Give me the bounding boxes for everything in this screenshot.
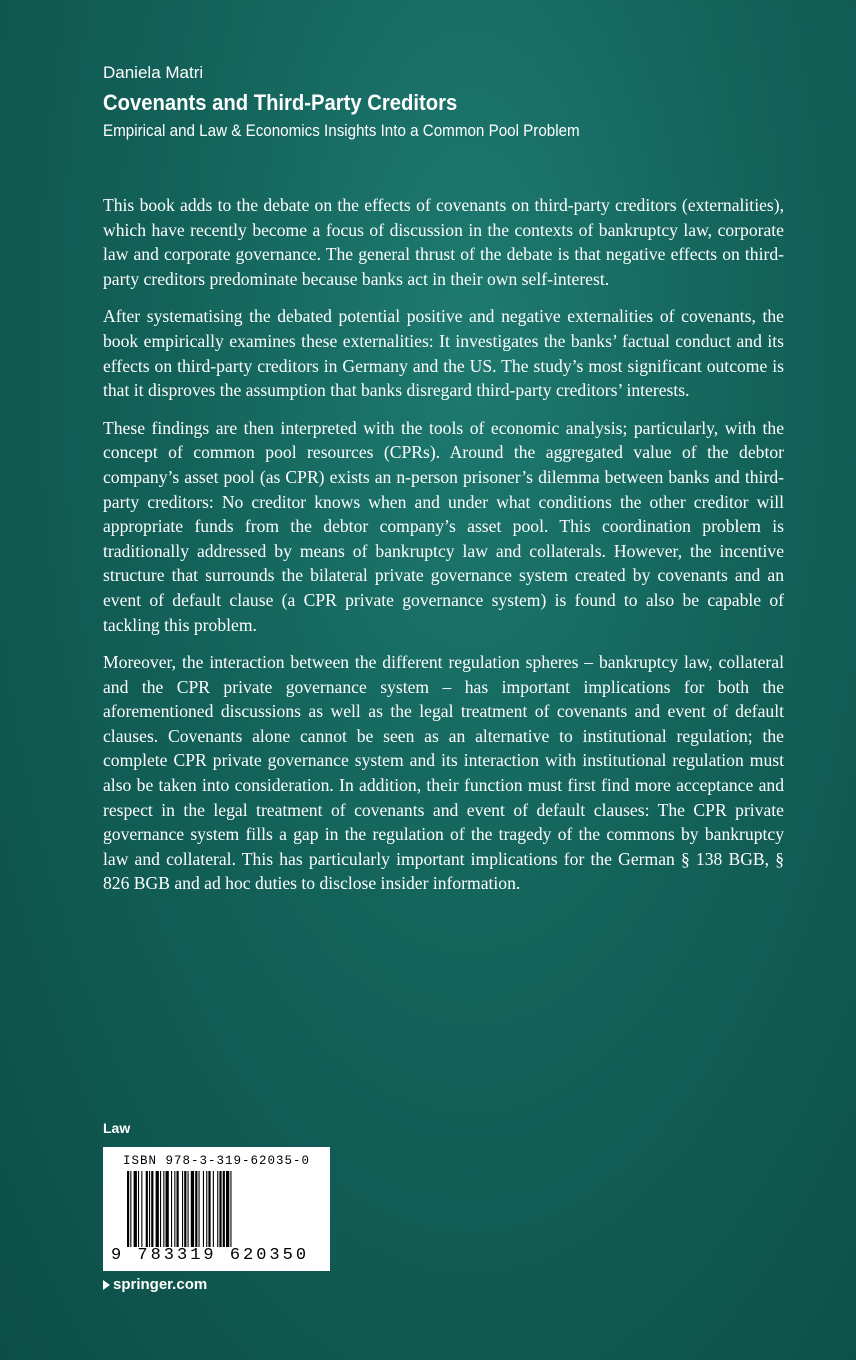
website-link[interactable]: [103, 1276, 207, 1293]
cover-header: [103, 62, 803, 143]
author-name: Daniela Matri: [103, 63, 204, 82]
arrow-right-icon: [103, 1280, 110, 1290]
subject-category: Law: [103, 1120, 131, 1136]
blurb-paragraph: This book adds to the debate on the effects of covenants on third-party creditors (externalities), which have recently become a focus of discussion in the contexts of bankruptcy law, corporate law and corporate governance. The general thrust of the debate is that negative effects on third-party creditors predominate because banks act in their own self-interest.: [103, 195, 784, 289]
blurb-paragraph: After systematising the debated potential positive and negative externalities of covenants, the book empirically examines these externalities: It investigates the banks’ factual conduct and its effects on third-party creditors in Germany and the US. The study’s most significant outcome is that it disproves the assumption that banks disregard third-party creditors’ interests.: [103, 306, 784, 401]
blurb: [103, 193, 784, 909]
barcode-icon: [127, 1171, 317, 1247]
website-label: springer.com: [113, 1276, 208, 1293]
book-title: Covenants and Third-Party Creditors: [103, 90, 458, 115]
barcode-box: [103, 1147, 330, 1271]
blurb-paragraph: These findings are then interpreted with the tools of economic analysis; particularly, with the concept of common pool resources (CPRs). Around the aggregated value of the debtor company’s asset pool (as CPR) exists an n-person prisoner’s dilemma between banks and third-party creditors: No creditor knows when and under what conditions the other creditor will appropriate funds from the debtor company’s asset pool. This coordination problem is traditionally addressed by means of bankruptcy law and collaterals. However, the incentive structure that surrounds the bilateral private governance system created by covenants and an event of default clause (a CPR private governance system) is found to also be capable of tackling this problem.: [103, 417, 784, 635]
isbn-label: ISBN 978-3-319-62035-0: [122, 1154, 311, 1168]
book-subtitle: Empirical and Law & Economics Insights Into a Common Pool Problem: [103, 122, 580, 140]
barcode-digits: 9 783319 620350: [111, 1246, 310, 1265]
blurb-paragraph: Moreover, the interaction between the different regulation spheres – bankruptcy law, collateral and the CPR private governance system – has important implications for both the aforementioned discussions as well as the legal treatment of covenants and event of default clauses. Covenants alone cannot be seen as an alternative to institutional regulation; the complete CPR private governance system and its interaction with institutional regulation must also be taken into consideration. In addition, their function must first find more acceptance and respect in the legal treatment of covenants and event of default clauses: The CPR private governance system fills a gap in the regulation of the tragedy of the commons by bankruptcy law and collateral. This has particularly important implications for the German § 138 BGB, § 826 BGB and ad hoc duties to disclose insider information.: [103, 652, 784, 894]
